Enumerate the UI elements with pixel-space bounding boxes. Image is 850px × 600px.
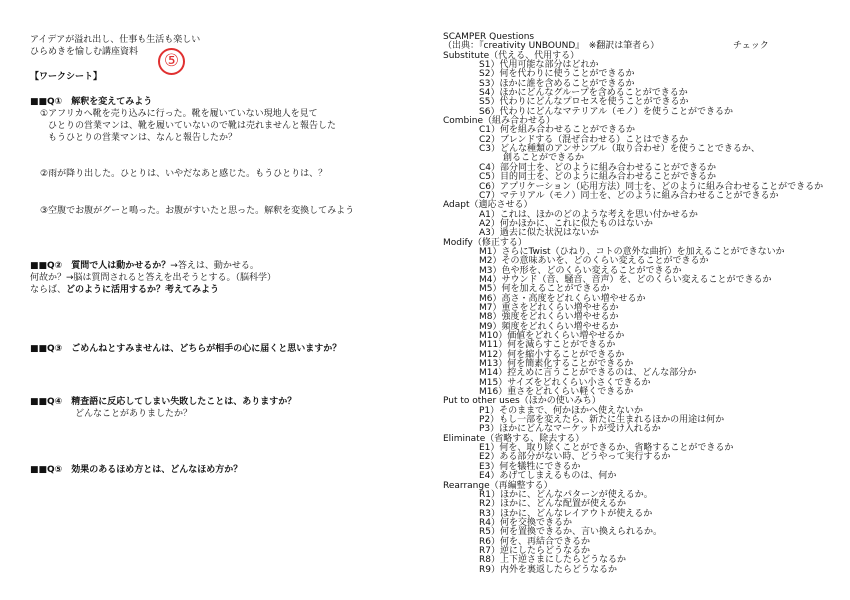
scamper-question: C3）どんな種類のアンサンブル（取り合わせ）を使うことできるか、	[479, 144, 760, 155]
scamper-section-heading: Rearrange（再編整する）	[443, 480, 553, 491]
scamper-question: S5）代わりにどんなプロセスを使うことができるか	[479, 97, 689, 108]
header-line-2: ひらめきを愉しむ講座資料	[30, 47, 139, 57]
scamper-question: C1）何を組み合わせることができるか	[479, 125, 636, 136]
worksheet-label: 【ワークシート】	[30, 72, 103, 82]
scamper-question: R1）ほかに、どんなパターンが使えるか。	[479, 489, 653, 500]
scamper-question: A2）何かほかに、これに似たものはないか	[479, 218, 653, 229]
scamper-question: A3）過去に似た状況はないか	[479, 228, 599, 239]
scamper-question: S3）ほかに誰を含めることができるか	[479, 78, 635, 89]
question-1-title: ■■Q① 解釈を変えてみよう	[30, 97, 153, 107]
scamper-question: C4）部分同士を、どのように組み合わせることができるか	[479, 162, 717, 173]
question-2-title: ■■Q② 質問で人は動かせるか？	[30, 261, 171, 271]
scamper-question: C6）アプリケーション（応用方法）同士を、どのように組み合わせることができるか	[479, 181, 824, 192]
scamper-question: 創ることができるか	[503, 153, 585, 164]
question-4-line-2: どんなことがありましたか？	[75, 409, 193, 419]
scamper-source: （出典：『creativity UNBOUND』 ※翻訳は筆者ら）	[443, 41, 660, 52]
scamper-question: R5）何を置換できるか、言い換えられるか。	[479, 527, 662, 538]
question-2-answer: →答えは、動かせる。	[170, 261, 259, 271]
scamper-question: C5）目的同士を、どのように組み合わせることができるか	[479, 172, 717, 183]
scamper-question: R9）内外を裏返したらどうなるか	[479, 564, 617, 575]
question-2-prefix: ならば、	[30, 285, 67, 295]
question-2-prompt: どのように活用するか？考えてみよう	[66, 285, 220, 295]
scamper-section-heading: Put to other uses（ほかの使いみち）	[443, 396, 601, 407]
scamper-question: M2）その意味あいを、どのくらい変えることができるか	[479, 256, 709, 267]
header-line-1: アイデアが溢れ出し、仕事も生活も楽しい	[30, 35, 201, 45]
scamper-question: E3）何を犠牲にできるか	[479, 461, 581, 472]
scamper-column	[443, 33, 843, 575]
scamper-question: M15）サイズをどれくらい小さくできるか	[479, 377, 651, 388]
scamper-list	[443, 52, 843, 575]
question-5-title: ■■Q⑤ 効果のあるほめ方とは、どんなほめ方か？	[30, 465, 243, 475]
question-1-line: ひとりの営業マンは、靴を履いていないので靴は売れませんと報告した	[48, 121, 337, 131]
question-1-line: もうひとりの営業マンは、なんと報告したか？	[48, 133, 238, 143]
scamper-question: M12）何を縮小することができるか	[479, 349, 625, 360]
scamper-question: S4）ほかにどんなグループを含めることができるか	[479, 88, 688, 99]
scamper-question: R3）ほかに、どんなレイアウトが使えるか	[479, 508, 653, 519]
scamper-question: R4）何を交換できるか	[479, 517, 572, 528]
scamper-question: R7）逆にしたらどうなるか	[479, 545, 590, 556]
scamper-question: M10）価値をどれくらい増やせるか	[479, 331, 625, 341]
scamper-question: M3）色や形を、どのくらい変えることができるか	[479, 265, 682, 276]
question-1-line: ①アフリカへ靴を売り込みに行った。靴を履いていない現地人を見て	[40, 109, 318, 119]
scamper-question: M1）さらにTwist（ひねり、コトの意外な曲折）を加えることができないか	[479, 246, 785, 257]
scamper-question: E2）ある部分がない時、どうやって実行するか	[479, 452, 671, 463]
check-label: チェック	[733, 41, 769, 51]
question-2-title-row	[30, 260, 276, 272]
scamper-question: P3）ほかにどんなマーケットが受け入れるか	[479, 424, 661, 435]
scamper-question: S6）代わりにどんなマテリアル（モノ）を使うことができるか	[479, 106, 733, 117]
scamper-question: C7）マテリアル（モノ）同士を、どのように組み合わせることができるか	[479, 190, 779, 201]
scamper-question: S2）何を代わりに使うことができるか	[479, 69, 635, 80]
question-4-title: ■■Q④ 精査語に反応してしまい失敗したことは、ありますか？	[30, 397, 297, 407]
scamper-question: R6）何を、再結合できるか	[479, 536, 590, 547]
scamper-question: M11）何を減らすことができるか	[479, 340, 616, 351]
scamper-question: M6）高さ・高度をどれくらい増やせるか	[479, 293, 646, 304]
question-2-line-2: 何故か？→脳は質問されると答えを出そうとする。（脳科学）	[30, 273, 277, 283]
scamper-section-heading: Substitute（代える、代用する）	[443, 50, 580, 61]
scamper-title: SCAMPER Questions	[443, 32, 535, 42]
question-2-line-3	[30, 284, 276, 296]
question-3-title: ■■Q③ ごめんねとすみませんは、どちらが相手の心に届くと思いますか？	[30, 344, 342, 354]
scamper-question: M5）何を加えることができるか	[479, 284, 610, 295]
scamper-question: M16）重さをどれくらい軽くできるか	[479, 387, 634, 398]
number-badge: ⑤	[158, 48, 185, 75]
scamper-question: P2）もし一部を変えたら、新たに生まれるほかの用途は何か	[479, 415, 725, 426]
scamper-question: A1）これは、ほかのどのような考えを思い付かせるか	[479, 209, 698, 220]
question-1-item-3: ③空腹でお腹がグーと鳴った。お腹がすいたと思った。解釈を変換してみよう	[40, 206, 355, 216]
worksheet-column	[30, 34, 425, 475]
scamper-question: E1）何を、取り除くことができるか、省略することができるか	[479, 443, 734, 454]
question-1	[30, 96, 354, 217]
scamper-question: R8）上下逆さまにしたらどうなるか	[479, 555, 626, 566]
scamper-section-heading: Eliminate（省略する、除去する）	[443, 433, 585, 444]
scamper-question: C2）ブレンドする（混ぜ合わせる）ことはできるか	[479, 134, 689, 145]
question-1-item-2: ②雨が降り出した。ひとりは、いやだなあと感じた。もうひとりは、？	[40, 169, 328, 179]
scamper-question: M13）何を簡素化することができるか	[479, 359, 634, 370]
scamper-section-heading: Combine（組み合わせる）	[443, 116, 556, 127]
scamper-question: E4）あげてしまえるものは、何か	[479, 471, 617, 482]
scamper-question: M7）重さをどれくらい増やせるか	[479, 302, 619, 313]
scamper-question: M8）強度をどれくらい増やせるか	[479, 312, 619, 323]
scamper-question: M4）サウンド（音、騒音、音声）を、どのくらい変えることができるか	[479, 274, 772, 285]
question-2	[30, 260, 276, 296]
scamper-question: P1）そのままで、何かほかへ使えないか	[479, 405, 643, 416]
scamper-question: M9）頻度をどれくらい増やせるか	[479, 321, 619, 332]
question-4	[30, 396, 296, 420]
scamper-question: M14）控えめに言うことができるのは、どんな部分か	[479, 368, 697, 379]
scamper-question: S1）代用可能な部分はどれか	[479, 60, 599, 71]
scamper-section-heading: Adapt（適応させる）	[443, 200, 533, 211]
scamper-question: R2）ほかに、どんな配置が使えるか	[479, 499, 626, 510]
scamper-section-heading: Modify（修正する）	[443, 237, 527, 248]
